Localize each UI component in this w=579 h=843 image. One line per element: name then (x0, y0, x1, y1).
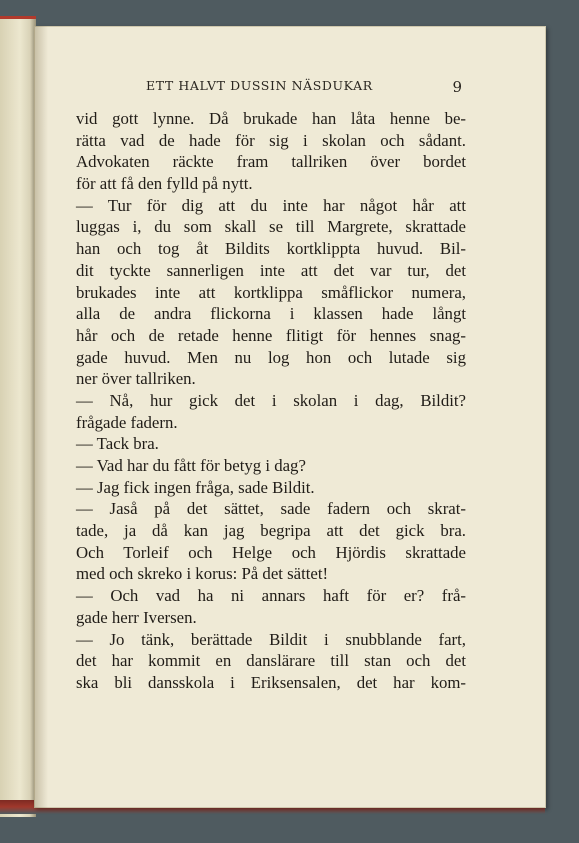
text-line: dit tyckte sannerligen inte att det var tur, det (76, 260, 466, 280)
text-line: Och Torleif och Helge och Hjördis skrattade (76, 542, 466, 562)
text-line: det har kommit en danslärare till stan och det (76, 651, 466, 671)
text-line: tade, ja då kan jag begripa att det gick bra. (76, 521, 466, 541)
text-line: vid gott lynne. Då brukade han låta henne be- (76, 109, 466, 128)
text-line: — Jo tänk, berättade Bildit i snubblande fart, (76, 629, 466, 649)
text-line: — Och vad ha ni annars haft för er? frå- (76, 586, 466, 606)
text-line: — Nå, hur gick det i skolan i dag, Bildit? (76, 390, 466, 410)
text-line: — Jag fick ingen fråga, sade Bildit. (76, 477, 315, 497)
text-line: — Jaså på det sättet, sade fadern och skrat- (76, 499, 466, 519)
body-text (76, 108, 466, 694)
running-head (78, 78, 464, 98)
text-line: — Vad har du fått för betyg i dag? (76, 456, 306, 475)
facing-page-edge (0, 16, 36, 817)
running-title: ETT HALVT DUSSIN NÄSDUKAR (146, 78, 373, 93)
text-line: ska bli dansskola i Eriksensalen, det har kom- (76, 672, 466, 692)
text-line: Advokaten räckte fram tallriken över bordet (76, 152, 466, 172)
text-line: alla de andra flickorna i klassen hade långt (76, 304, 466, 324)
text-line: gade herr Iversen. (76, 607, 197, 627)
text-line: — Tur för dig att du inte har något hår att (76, 195, 466, 215)
text-line: gade huvud. Men nu log hon och lutade sig (76, 347, 466, 367)
text-line: rätta vad de hade för sig i skolan och sådant. (76, 130, 466, 150)
text-line: ner över tallriken. (76, 369, 196, 389)
text-line: med och skreko i korus: På det sättet! (76, 564, 329, 584)
page-number: 9 (452, 78, 462, 96)
text-line: hår och de retade henne flitigt för hennes snag- (76, 325, 466, 345)
text-line: — Tack bra. (76, 434, 159, 454)
text-line: för att få den fylld på nytt. (76, 174, 253, 194)
text-line: luggas i, du som skall se till Margrete, skrattade (76, 217, 466, 237)
text-line: brukades inte att kortklippa småflickor numera, (76, 282, 466, 302)
text-line: frågade fadern. (76, 412, 178, 432)
text-line: han och tog åt Bildits kortklippta huvud. Bil- (76, 239, 466, 259)
